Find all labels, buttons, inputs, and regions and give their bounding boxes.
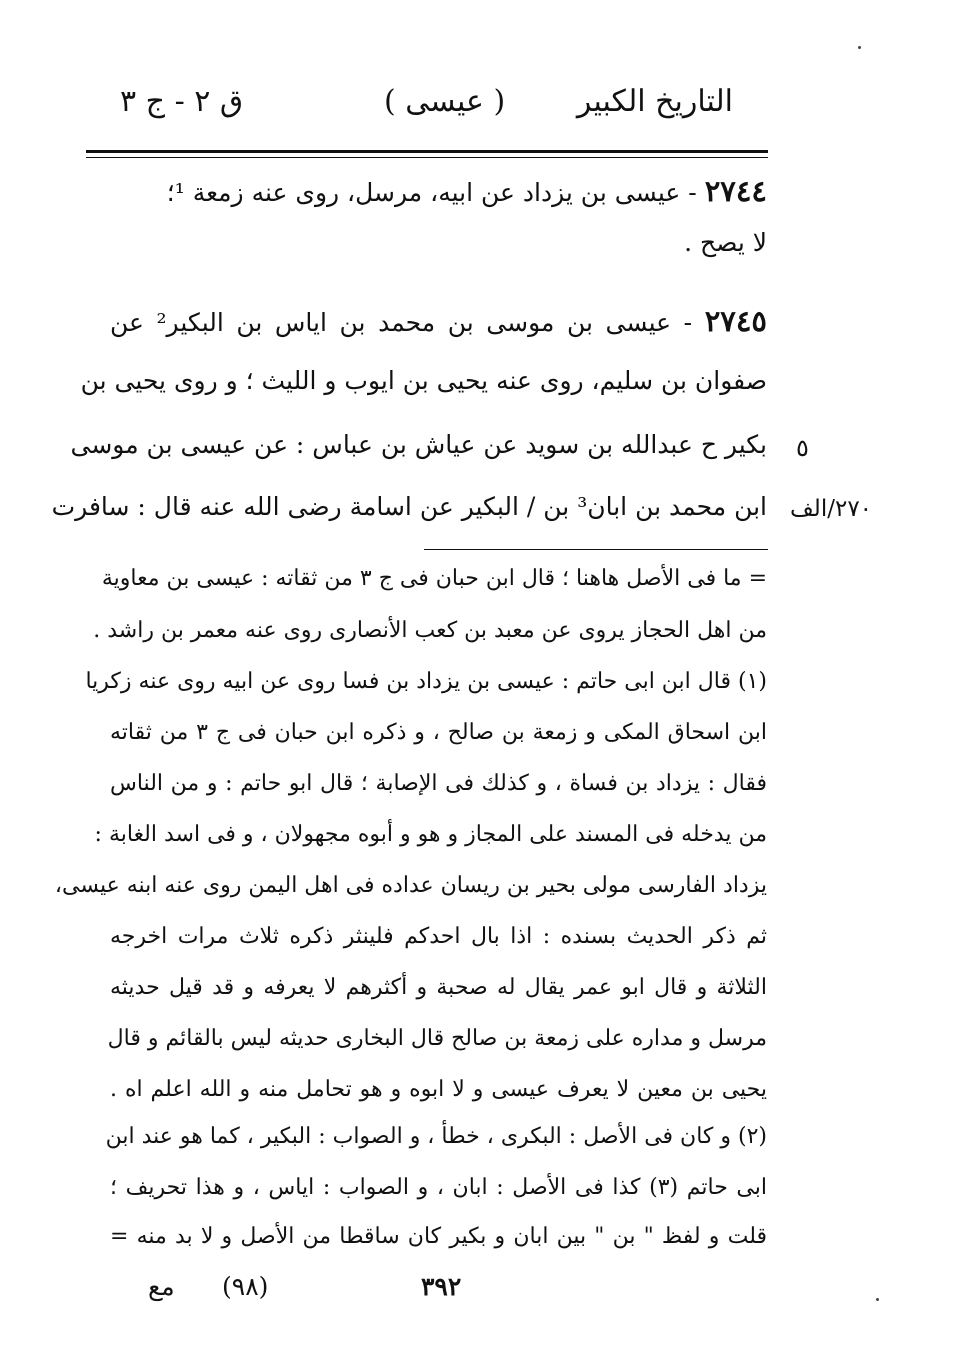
footnote-separator [424,549,768,550]
footnote-line: يحيى بن معين لا يعرف عيسى و لا ابوه و هو تحامل منه و الله اعلم اه . [110,1077,767,1102]
entry-2745-line-1 [110,304,767,338]
running-title: التاريخ الكبير [576,84,733,119]
footnote-line: (٢) و كان فى الأصل : البكرى ، خطأ ، و الصواب : البكير ، كما هو عند ابن [105,1124,767,1149]
footnote-line: (١) قال ابن ابى حاتم : عيسى بن يزداد بن فسا روى عن ابيه روى عنه زكريا [85,669,767,694]
scan-speck [858,46,861,49]
footnote-line: ابن اسحاق المكى و زمعة بن صالح ، و ذكره ابن حبان فى ج ٣ من ثقاته [110,720,767,745]
header-rule [86,150,768,153]
catchword: مع [148,1272,175,1301]
footnote-line: مرسل و مداره على زمعة بن صالح قال البخارى حديثه ليس بالقائم و قال [107,1026,767,1051]
footnote-line: من يدخله فى المسند على المجاز و هو و أبوه مجهولان ، و فى اسد الغابة : [94,822,767,847]
header-rule-thin [86,157,768,158]
footnote-line: ابى حاتم (٣) كذا فى الأصل : ابان ، و الصواب : اياس ، و هذا تحريف ؛ [110,1175,767,1200]
entry-number: ٢٧٤٥ [704,304,767,338]
footnote-line: يزداد الفارسى مولى بحير بن ريسان عداده فى اهل اليمن روى عنه ابنه عيسى، [54,873,767,898]
entry-2744-line-1 [167,174,767,208]
entry-2745-line-3: بكير ح عبدالله بن سويد عن عياش بن عباس : عن عيسى بن موسى [70,430,767,459]
running-subject: ( عيسى ) [384,84,506,119]
footnote-line: ثم ذكر الحديث بسنده : اذا بال احدكم فلينثر ذكره ثلاث مرات اخرجه [110,924,767,949]
signature-mark: (٩٨) [222,1272,269,1301]
footnote-line: فقال : يزداد بن فساة ، و كذلك فى الإصابة ؛ قال ابو حاتم : و من الناس [110,771,767,796]
footnote-line: = ما فى الأصل هاهنا ؛ قال ابن حبان فى ج ٣ من ثقاته : عيسى بن معاوية [101,566,767,591]
entry-2745-line-2: صفوان بن سليم، روى عنه يحيى بن ايوب و الليث ؛ و روى يحيى بن [80,366,767,395]
entry-2744-line-2: لا يصح . [684,228,767,257]
entry-2745-line-4: ابن محمد بن ابان³ بن / البكير عن اسامة رضى الله عنه قال : سافرت [51,492,767,521]
margin-line-marker: ٥ [796,434,809,462]
entry-text: - عيسى بن يزداد عن ابيه، مرسل، روى عنه زمعة ¹؛ [166,178,697,207]
scan-speck [876,1298,879,1301]
entry-number: ٢٧٤٤ [704,174,767,208]
footnote-line: من اهل الحجاز يروى عن معبد بن كعب الأنصارى روى عنه معمر بن راشد . [93,618,767,643]
margin-folio-reference: ٢٧٠/الف [790,496,873,522]
volume-reference: ق ٢ - ج ٣ [120,84,244,119]
footnote-line: قلت و لفظ " بن " بين ابان و بكير كان ساقطا من الأصل و لا بد منه = [110,1224,767,1249]
footnote-line: الثلاثة و قال ابو عمر يقال له صحبة و أكثرهم لا يعرفه و قد قيل حديثه [110,975,767,1000]
page-number: ٣٩٢ [421,1272,462,1301]
entry-text: - عيسى بن موسى بن محمد بن اياس بن البكير² عن [110,308,693,337]
